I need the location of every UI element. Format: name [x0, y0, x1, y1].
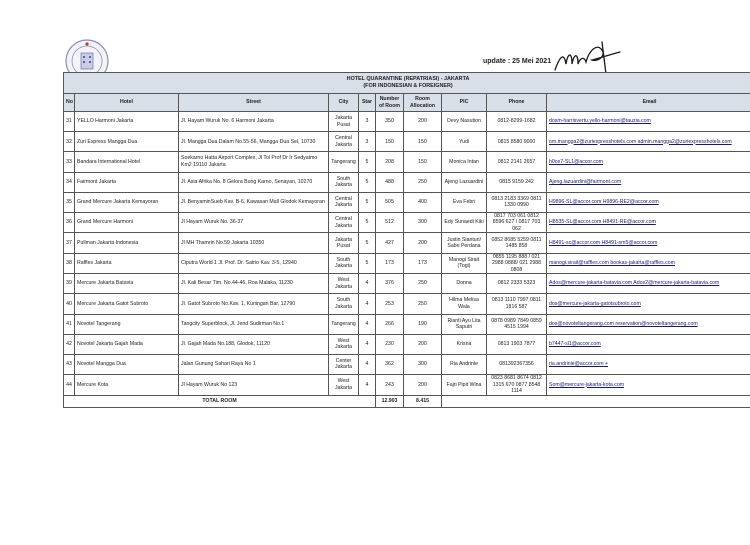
row-no: 36	[64, 212, 75, 233]
row-street: Tangcity Superblock, Jl. Jend Sudirman No.1	[179, 314, 329, 334]
table-row	[64, 112, 750, 132]
row-alloc: 250	[404, 274, 442, 294]
row-alloc: 200	[404, 334, 442, 354]
row-hotel: Mercure Kota	[75, 375, 179, 396]
col-city: City	[329, 94, 359, 112]
row-star: 5	[359, 192, 376, 212]
row-alloc: 200	[404, 233, 442, 253]
table-row	[64, 212, 750, 233]
row-rooms: 512	[376, 212, 404, 233]
row-email[interactable]: om.mangga2@zuriexpresshotels.com admin.mangga2@zuriexpresshotels.com	[547, 132, 750, 152]
row-hotel: Pullman Jakarta Indonesia	[75, 233, 179, 253]
table-row	[64, 132, 750, 152]
row-alloc: 200	[404, 112, 442, 132]
total-row	[64, 395, 750, 407]
row-city: Central Jakarta	[329, 132, 359, 152]
row-rooms: 253	[376, 294, 404, 314]
row-street: Jalan Gunung Sahari Raya No 1	[179, 354, 329, 374]
row-pic: Eva Febri	[442, 192, 487, 212]
table-row	[64, 172, 750, 192]
row-pic: Fajri Pipit Wina	[442, 375, 487, 396]
row-email[interactable]: H8535-SL@accor.com H8491-RE@accor.com	[547, 212, 750, 233]
row-no: 37	[64, 233, 75, 253]
row-phone: 0815 8580 9000	[487, 132, 547, 152]
row-email[interactable]: manogi.sirait@raffles.com bookas-jakarta@raffles.com	[547, 253, 750, 274]
row-street: Jl. Asia Afrika No. 8 Gelora Bung Karno, Senayan, 10270	[179, 172, 329, 192]
col-pic: PIC	[442, 94, 487, 112]
row-street: Jl MH Thamrin No.59 Jakarta 10350	[179, 233, 329, 253]
row-hotel: Mercure Jakarta Batavia	[75, 274, 179, 294]
table-row	[64, 354, 750, 374]
row-street: Jl. Kali Besar Tim. No.44-46, Roa Malaka, 11230	[179, 274, 329, 294]
row-alloc: 150	[404, 132, 442, 152]
row-star: 3	[359, 112, 376, 132]
row-email[interactable]: h0ce7-SL1@accor.com	[547, 152, 750, 172]
row-no: 33	[64, 152, 75, 172]
row-street: Ciputra World 1 Jl. Prof. Dr. Satrio Kav. 3-5, 12940	[179, 253, 329, 274]
row-street: Jl Hayam Wuruk No 123	[179, 375, 329, 396]
col-no: No	[64, 94, 75, 112]
row-email[interactable]: b7447-sl1@accor.com	[547, 334, 750, 354]
row-alloc: 250	[404, 294, 442, 314]
table-row	[64, 152, 750, 172]
row-alloc: 190	[404, 314, 442, 334]
header-row	[64, 94, 750, 112]
row-pic: Rianti Ayu Lita Saputri	[442, 314, 487, 334]
row-no: 43	[64, 354, 75, 374]
row-hotel: YELLO Harmoni Jakarta	[75, 112, 179, 132]
row-star: 4	[359, 375, 376, 396]
row-rooms: 208	[376, 152, 404, 172]
row-rooms: 173	[376, 253, 404, 274]
row-star: 5	[359, 253, 376, 274]
row-star: 5	[359, 172, 376, 192]
row-hotel: Grand Mercure Jakarta Kemayoran	[75, 192, 179, 212]
total-rooms: 12.903	[376, 395, 404, 407]
table-title-row	[64, 73, 750, 94]
col-street: Street	[179, 94, 329, 112]
row-pic: Ria Andrinie	[442, 354, 487, 374]
row-phone: 0813 2183 3369 0811 1330 0990	[487, 192, 547, 212]
table-row	[64, 274, 750, 294]
row-star: 4	[359, 354, 376, 374]
row-alloc: 300	[404, 354, 442, 374]
row-phone: 0813 1110 7997 0811 1816 587	[487, 294, 547, 314]
table-row	[64, 192, 750, 212]
col-alloc: Room Allocation	[404, 94, 442, 112]
row-city: Jakarta Pusat	[329, 233, 359, 253]
row-star: 5	[359, 152, 376, 172]
row-email[interactable]: Ajeng.lazuardini@fairmont.com	[547, 172, 750, 192]
row-email[interactable]: H9896-SL@accor.com H9896-RE2@accor.com	[547, 192, 750, 212]
row-star: 4	[359, 294, 376, 314]
table-row	[64, 375, 750, 396]
row-pic: Devy Nasution	[442, 112, 487, 132]
row-star: 4	[359, 314, 376, 334]
row-street: Soekarno Hatta Airport Complex, Jl Tol Prof Dr Ir Sedyatmo Km2 19110 Jakarta	[179, 152, 329, 172]
row-pic: Donna	[442, 274, 487, 294]
row-no: 40	[64, 294, 75, 314]
row-street: Jl Hayam Wuruk No. 36-37	[179, 212, 329, 233]
table-row	[64, 314, 750, 334]
table-row	[64, 334, 750, 354]
row-pic: Krisna	[442, 334, 487, 354]
row-pic: Hilma Melisa Wala	[442, 294, 487, 314]
row-phone: 0855 1195 888 / 021 2988 0888/ 021 2988 0808	[487, 253, 547, 274]
table-row	[64, 233, 750, 253]
row-rooms: 230	[376, 334, 404, 354]
table-row	[64, 294, 750, 314]
row-rooms: 362	[376, 354, 404, 374]
row-phone: 0817 703 061 0812 8596 627 / 0817 703 062	[487, 212, 547, 233]
row-phone: 0815 9159 242	[487, 172, 547, 192]
row-phone: 0812 2141 2657	[487, 152, 547, 172]
table-row	[64, 253, 750, 274]
row-street: Jl. Mangga Dua Dalam No.55-56, Mangga Dua Sel, 10730	[179, 132, 329, 152]
row-rooms: 505	[376, 192, 404, 212]
row-street: Jl. BenyaminSueb Kav. B-6, Kawasan Mall Glodok Kemayoran	[179, 192, 329, 212]
row-city: West Jakarta	[329, 375, 359, 396]
update-date: update : 25 Mei 2021	[483, 58, 552, 65]
row-hotel: Novotel Jakarta Gajah Mada	[75, 334, 179, 354]
row-no: 44	[64, 375, 75, 396]
row-pic: Justin Sianturi/ Sabri Perdana	[442, 233, 487, 253]
row-no: 42	[64, 334, 75, 354]
row-alloc: 150	[404, 152, 442, 172]
total-alloc: 8.415	[404, 395, 442, 407]
row-rooms: 243	[376, 375, 404, 396]
row-city: South Jakarta	[329, 172, 359, 192]
row-city: Jakarta Pusat	[329, 112, 359, 132]
row-city: South Jakarta	[329, 253, 359, 274]
col-hotel: Hotel	[75, 94, 179, 112]
total-empty	[442, 395, 750, 407]
row-city: Central Jakarta	[329, 192, 359, 212]
row-no: 41	[64, 314, 75, 334]
row-city: Tangerang	[329, 152, 359, 172]
row-alloc: 173	[404, 253, 442, 274]
row-phone: 0878 0989 7849 0859 4515 1994	[487, 314, 547, 334]
row-hotel: Novotel Tangerang	[75, 314, 179, 334]
row-rooms: 376	[376, 274, 404, 294]
row-street: Jl. Hayam Wuruk No. 6 Harmoni Jakarta	[179, 112, 329, 132]
row-city: West Jakarta	[329, 274, 359, 294]
row-alloc: 250	[404, 172, 442, 192]
table-title-line2: (FOR INDONESIAN & FOREIGNER)	[363, 83, 453, 89]
row-phone: 0823 8681 8674 0812 1315 670 0877 8548 1114	[487, 375, 547, 396]
row-email[interactable]: H8491-sc@accor.com H8491-sm5@accor.com	[547, 233, 750, 253]
row-city: Central Jakarta	[329, 212, 359, 233]
col-rooms: Number of Room	[376, 94, 404, 112]
row-phone: 0813 1903 7877	[487, 334, 547, 354]
row-pic: Manogi Sirait (Togi)	[442, 253, 487, 274]
row-email[interactable]: dos@novoteltangerang.com reservation@novoteltangerang.com	[547, 314, 750, 334]
row-street: Jl. Gajah Mada No.188, Glodok, 11120	[179, 334, 329, 354]
row-alloc: 400	[404, 192, 442, 212]
hotel-quarantine-table	[63, 72, 750, 408]
row-no: 31	[64, 112, 75, 132]
row-hotel: Zuri Express Mangga Dua	[75, 132, 179, 152]
col-phone: Phone	[487, 94, 547, 112]
row-city: Tangerang	[329, 314, 359, 334]
table-title-line1: HOTEL QUARANTINE (REPATRIASI) - JAKARTA	[346, 76, 470, 83]
row-star: 4	[359, 274, 376, 294]
row-no: 32	[64, 132, 75, 152]
row-star: 4	[359, 334, 376, 354]
row-phone: 081392367356	[487, 354, 547, 374]
row-rooms: 427	[376, 233, 404, 253]
row-hotel: Raffles Jakarta	[75, 253, 179, 274]
row-alloc: 300	[404, 212, 442, 233]
row-email[interactable]: Som@mercure-jakarta-kota.com	[547, 375, 750, 396]
row-street: Jl. Gatot Subroto No.Kav. 1, Kuningan Bar, 12790	[179, 294, 329, 314]
row-no: 39	[64, 274, 75, 294]
row-rooms: 488	[376, 172, 404, 192]
row-alloc: 200	[404, 375, 442, 396]
row-star: 5	[359, 212, 376, 233]
row-phone: 0812 2333 5323	[487, 274, 547, 294]
row-star: 3	[359, 132, 376, 152]
row-email[interactable]: Ados@mercure-jakarta-batavia.com Ados2@mercure-jakarta-batavia.com	[547, 274, 750, 294]
row-city: Center Jakarta	[329, 354, 359, 374]
row-hotel: Fairmont Jakarta	[75, 172, 179, 192]
row-star: 5	[359, 233, 376, 253]
row-pic: Monica Intan	[442, 152, 487, 172]
row-phone: 0812-8299-1682	[487, 112, 547, 132]
row-hotel: Grand Mercure Harmoni	[75, 212, 179, 233]
row-email[interactable]: ria.andrinie@accor.com +	[547, 354, 750, 374]
row-rooms: 350	[376, 112, 404, 132]
row-email[interactable]: dosm-harrisvertu.yello-harmoni@tauzia.com	[547, 112, 750, 132]
row-no: 34	[64, 172, 75, 192]
row-rooms: 150	[376, 132, 404, 152]
row-city: West Jakarta	[329, 334, 359, 354]
row-email[interactable]: dos@mercure-jakarta-gatotsubroto.com	[547, 294, 750, 314]
total-label: TOTAL ROOM	[64, 395, 376, 407]
row-pic: Ajeng Lazuardini	[442, 172, 487, 192]
row-phone: 0852 8685 5259 0811 1485 858	[487, 233, 547, 253]
row-no: 38	[64, 253, 75, 274]
row-hotel: Novotel Mangga Dua	[75, 354, 179, 374]
row-rooms: 266	[376, 314, 404, 334]
row-no: 35	[64, 192, 75, 212]
row-city: South Jakarta	[329, 294, 359, 314]
col-star: Star	[359, 94, 376, 112]
row-hotel: Bandara International Hotel	[75, 152, 179, 172]
row-pic: Edy Sunaedi Kiki	[442, 212, 487, 233]
row-hotel: Mercure Jakarta Gatot Subroto	[75, 294, 179, 314]
col-email: Email	[547, 94, 750, 112]
table-title	[64, 73, 750, 94]
row-pic: Yudi	[442, 132, 487, 152]
